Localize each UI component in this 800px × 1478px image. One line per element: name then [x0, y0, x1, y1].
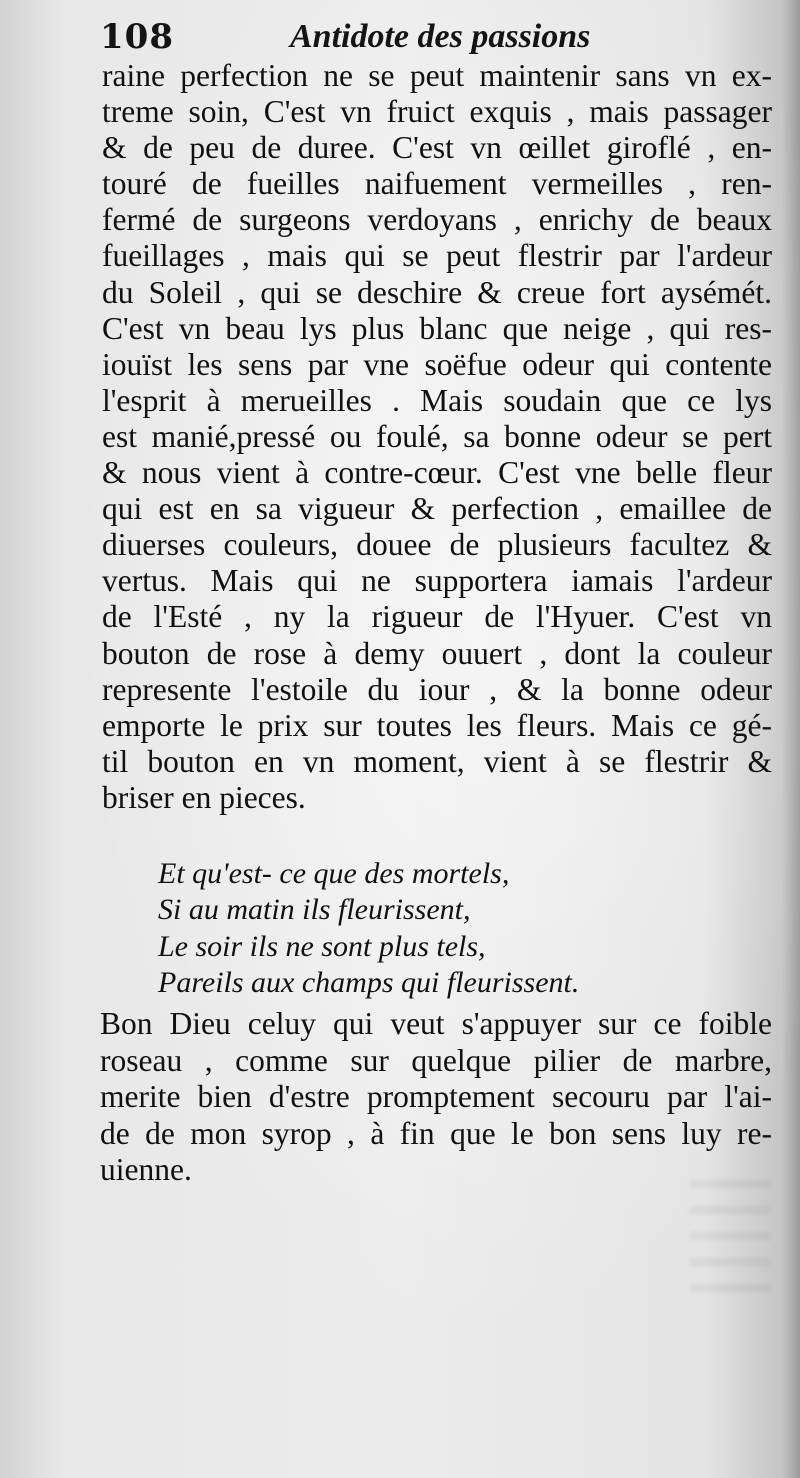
- text-line: emporte le prix sur toutes les fleurs. Mais ce gé-: [102, 707, 772, 743]
- verse-line: Le soir ils ne sont plus tels,: [158, 929, 486, 963]
- text-line: vertus. Mais qui ne supportera iamais l'ardeur: [102, 563, 772, 599]
- text-line: roseau , comme sur quelque pilier de marbre,: [100, 1042, 772, 1078]
- text-line: fueillages , mais qui se peut flestrir par l'ardeur: [102, 238, 772, 274]
- text-line: de de mon syrop , à fin que le bon sens luy re-: [100, 1115, 772, 1151]
- running-title: Antidote des passions: [290, 18, 591, 55]
- verse-line: Pareils aux champs qui fleurissent.: [158, 966, 580, 1000]
- text-line: treme soin, C'est vn fruict exquis , mais passager: [102, 94, 772, 130]
- text-line: C'est vn beau lys plus blanc que neige , qui res-: [102, 310, 772, 346]
- page-number: 108: [100, 17, 174, 57]
- closing-paragraph: [100, 1006, 772, 1189]
- page-header: [100, 12, 760, 62]
- text-line: qui est en sa vigueur & perfection , emaillee de: [102, 491, 772, 527]
- text-line: uienne.: [100, 1152, 192, 1188]
- text-line: du Soleil , qui se deschire & creue fort aysémét.: [102, 274, 772, 310]
- text-line: & nous vient à contre-cœur. C'est vne belle fleur: [102, 455, 772, 491]
- text-line: merite bien d'estre promptement secouru par l'ai-: [100, 1079, 772, 1115]
- verse-line: Et qu'est- ce que des mortels,: [158, 857, 510, 890]
- text-line: & de peu de duree. C'est vn œillet giroflé , en-: [102, 130, 772, 166]
- text-line: touré de fueilles naifuement vermeilles , ren-: [102, 166, 772, 202]
- show-through-bleed: [690, 1180, 770, 1310]
- text-line: fermé de surgeons verdoyans , enrichy de beaux: [102, 202, 772, 238]
- body-paragraph: [102, 58, 772, 816]
- text-line: bouton de rose à demy ouuert , dont la couleur: [102, 635, 772, 671]
- text-line: raine perfection ne se peut maintenir sans vn ex-: [102, 58, 772, 93]
- text-line: est manié,pressé ou foulé, sa bonne odeur se pert: [102, 418, 772, 454]
- verse-block: [158, 856, 578, 1002]
- text-line: briser en pieces.: [102, 779, 306, 815]
- text-line: de l'Esté , ny la rigueur de l'Hyuer. C'est vn: [102, 599, 772, 635]
- text-line: iouïst les sens par vne soëfue odeur qui contente: [102, 346, 772, 382]
- text-line: til bouton en vn moment, vient à se flestrir &: [102, 743, 772, 779]
- text-line: diuerses couleurs, douee de plusieurs facultez &: [102, 527, 772, 563]
- verse-line: Si au matin ils fleurissent,: [158, 893, 471, 927]
- text-line: Bon Dieu celuy qui veut s'appuyer sur ce foible: [100, 1006, 772, 1041]
- text-line: l'esprit à merueilles . Mais soudain que ce lys: [102, 382, 772, 418]
- text-line: represente l'estoile du iour , & la bonne odeur: [102, 671, 772, 707]
